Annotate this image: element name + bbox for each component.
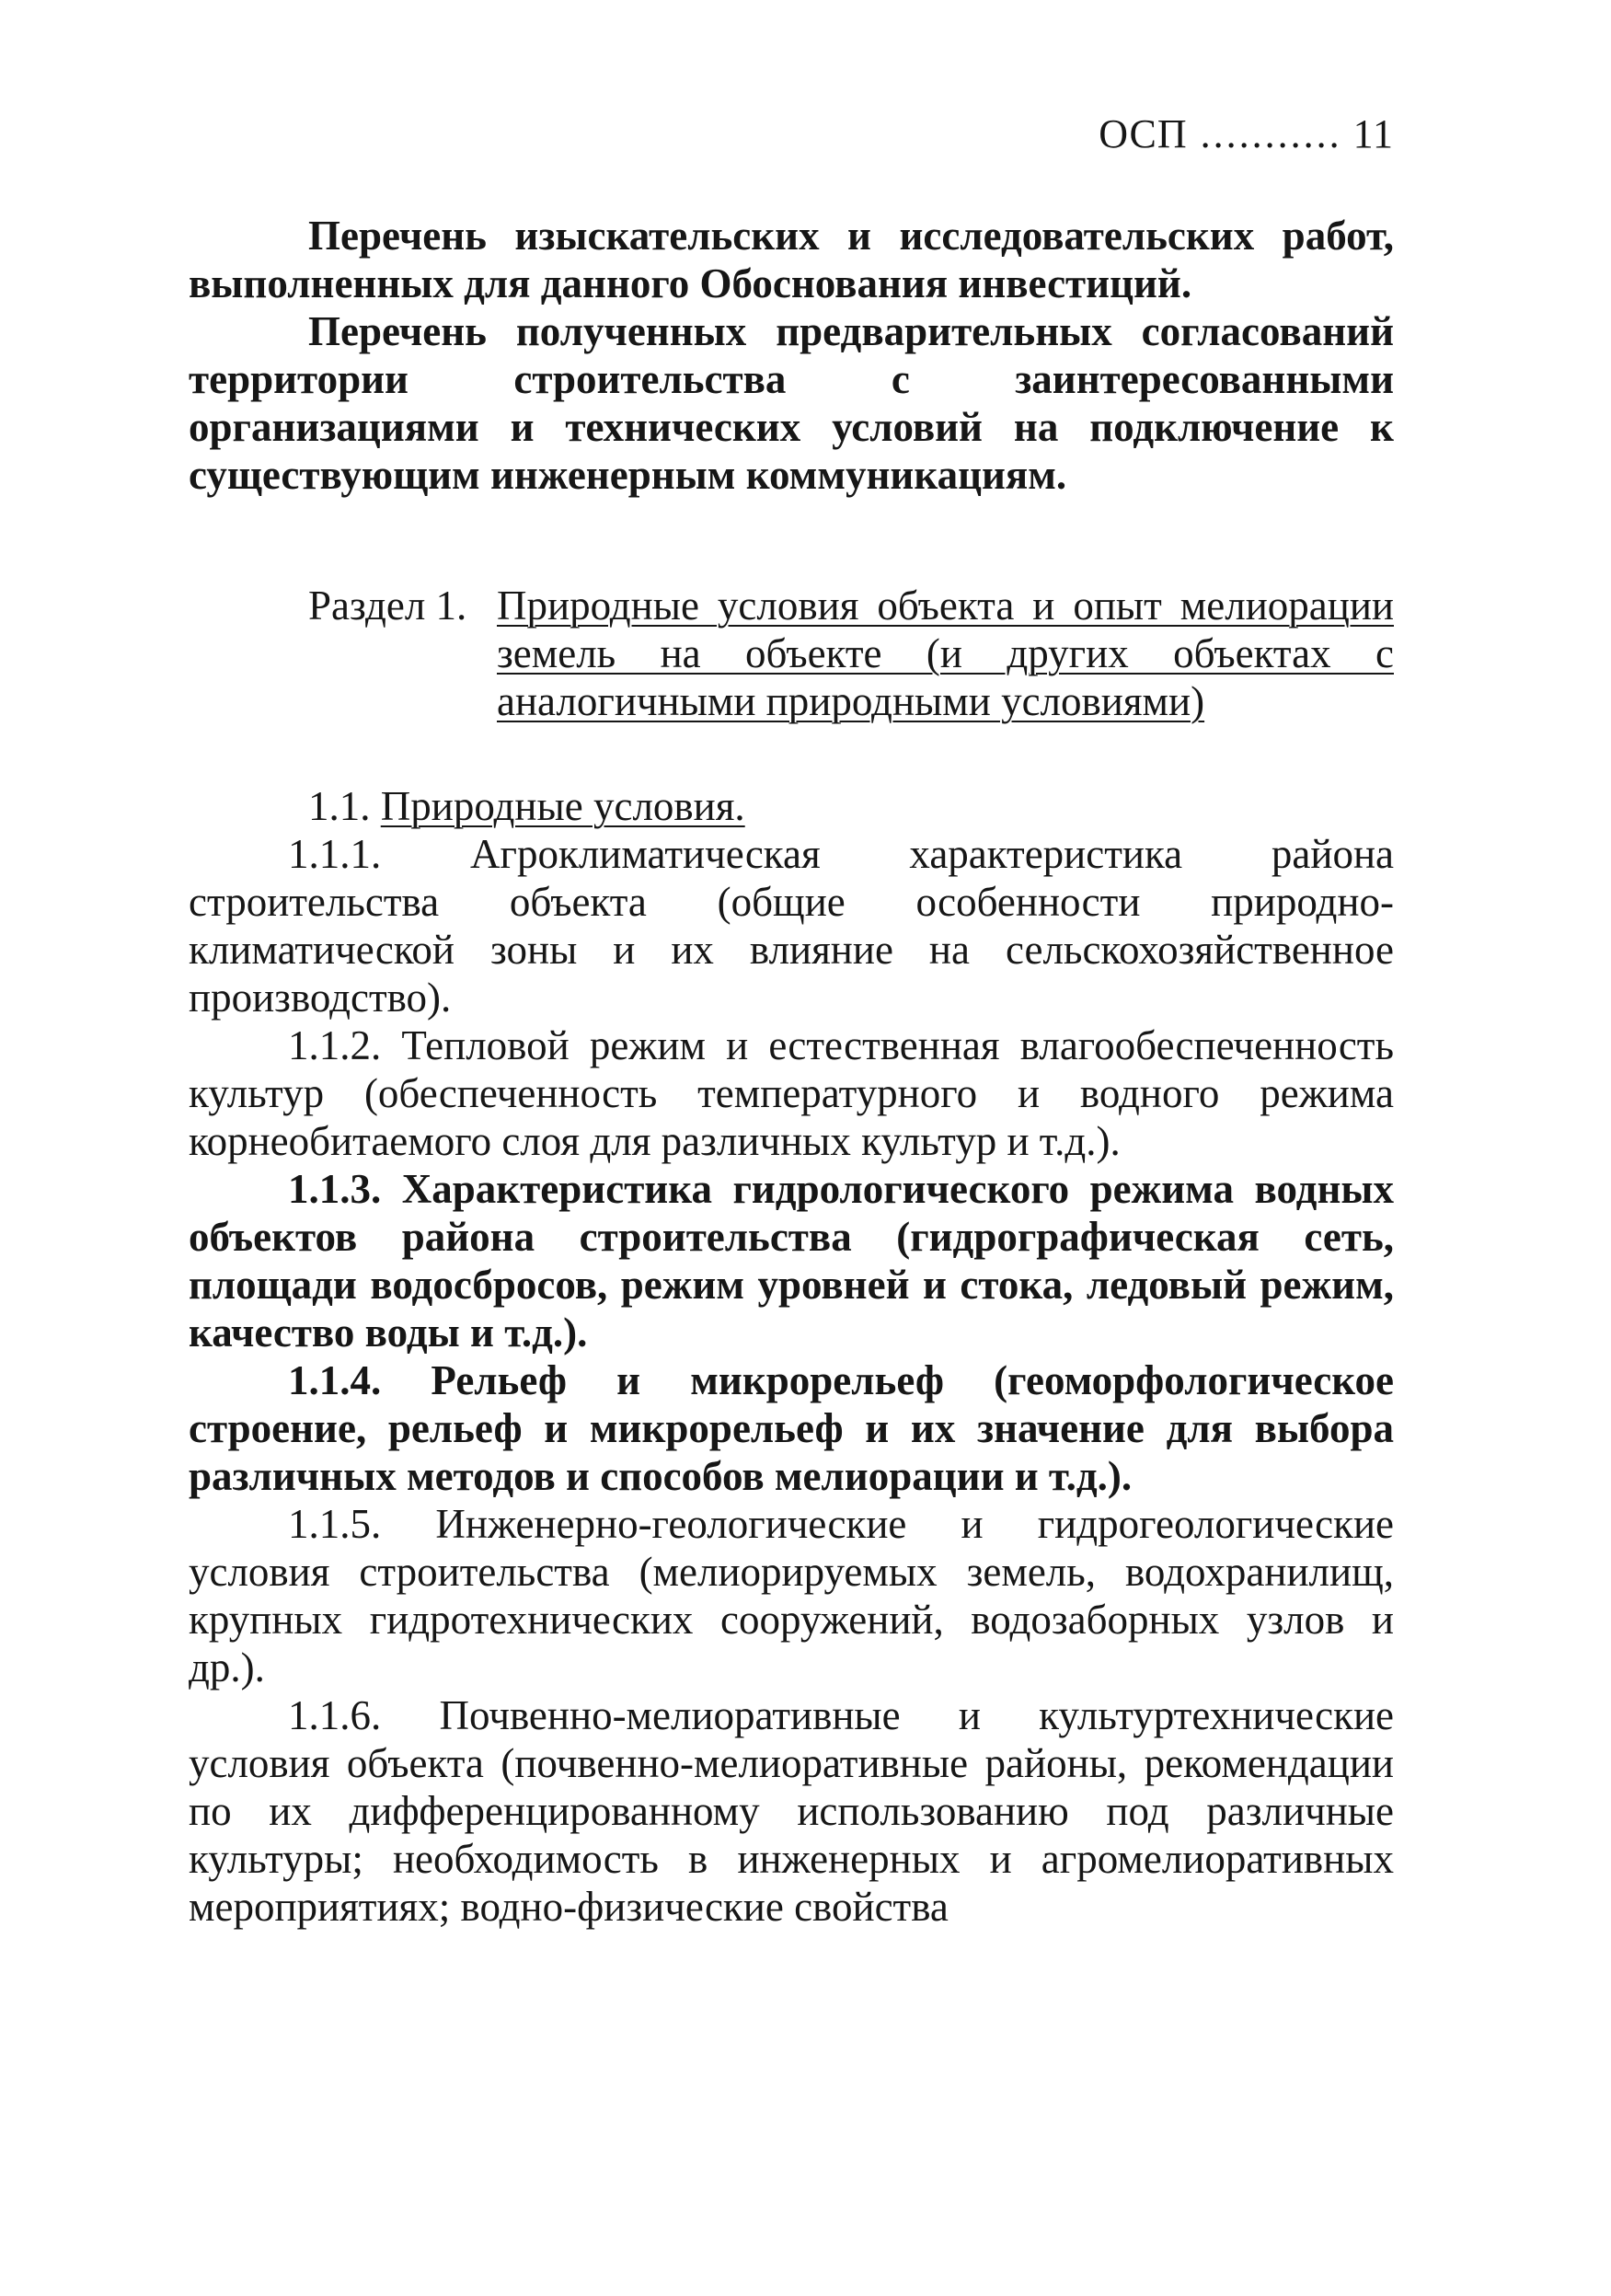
- subsection-heading: [189, 782, 1394, 830]
- item-text: Характеристика гидрологического режима водных объектов района строительства (гидрографическая сеть, площади водосбросов, режим уровней и стока, ледовый режим, качество воды и т.д.).: [189, 1166, 1395, 1356]
- item-number: 1.1.5.: [288, 1501, 382, 1547]
- item-number: 1.1.2.: [288, 1022, 382, 1068]
- item-number: 1.1.3.: [288, 1166, 382, 1212]
- paragraph-research-list: Перечень изыскательских и исследовательских работ, выполненных для данного Обоснования инвестиций.: [189, 213, 1394, 306]
- item-1-1-5: [189, 1500, 1394, 1691]
- subsection-number: 1.1.: [308, 783, 371, 829]
- subsection-title: Природные условия.: [380, 783, 745, 829]
- item-number: 1.1.1.: [288, 831, 382, 877]
- header-label: ОСП: [1099, 111, 1188, 156]
- section-title: Природные условия объекта и опыт мелиорации земель на объекте (и других объектах с аналогичными природными условиями): [497, 583, 1394, 724]
- item-text: Почвенно-мелиоративные и культуртехнические условия объекта (почвенно-мелиоративные районы, рекомендации по их дифференцированному использованию под различные культуры; необходимость в инженерных и агромелиоративных мероприятиях; водно-физические свойства: [189, 1692, 1394, 1930]
- item-text: Инженерно-геологические и гидрогеологические условия строительства (мелиорируемых земель, водохранилищ, крупных гидротехнических сооружений, водозаборных узлов и др.).: [189, 1501, 1395, 1690]
- item-number: 1.1.6.: [288, 1692, 382, 1738]
- item-1-1-6: [189, 1691, 1394, 1931]
- item-text: Агроклиматическая характеристика района строительства объекта (общие особенности природно-климатической зоны и их влияние на сельскохозяйственное производство).: [189, 831, 1394, 1021]
- section-label: Раздел 1.: [308, 583, 467, 629]
- page-number: 11: [1352, 111, 1394, 156]
- item-text: Рельеф и микрорельеф (геоморфологическое строение, рельеф и микрорельеф и их значение для выбора различных методов и способов мелиорации и т.д.).: [189, 1357, 1395, 1499]
- section-heading: [189, 582, 1394, 725]
- paragraph-approvals-list: Перечень полученных предварительных согласований территории строительства с заинтересованными организациями и технических условий на подключение к существующим инженерным коммуникациям.: [189, 308, 1394, 498]
- running-header: [1007, 110, 1394, 157]
- item-1-1-2: [189, 1021, 1394, 1165]
- document-body: [189, 212, 1394, 1931]
- header-dots: ...........: [1187, 111, 1342, 156]
- item-number: 1.1.4.: [288, 1357, 382, 1403]
- item-1-1-3: [189, 1165, 1394, 1356]
- item-text: Тепловой режим и естественная влагообеспеченность культур (обеспеченность температурного и водного режима корнеобитаемого слоя для различных культур и т.д.).: [189, 1022, 1394, 1164]
- item-1-1-4: [189, 1356, 1394, 1500]
- item-1-1-1: [189, 830, 1394, 1021]
